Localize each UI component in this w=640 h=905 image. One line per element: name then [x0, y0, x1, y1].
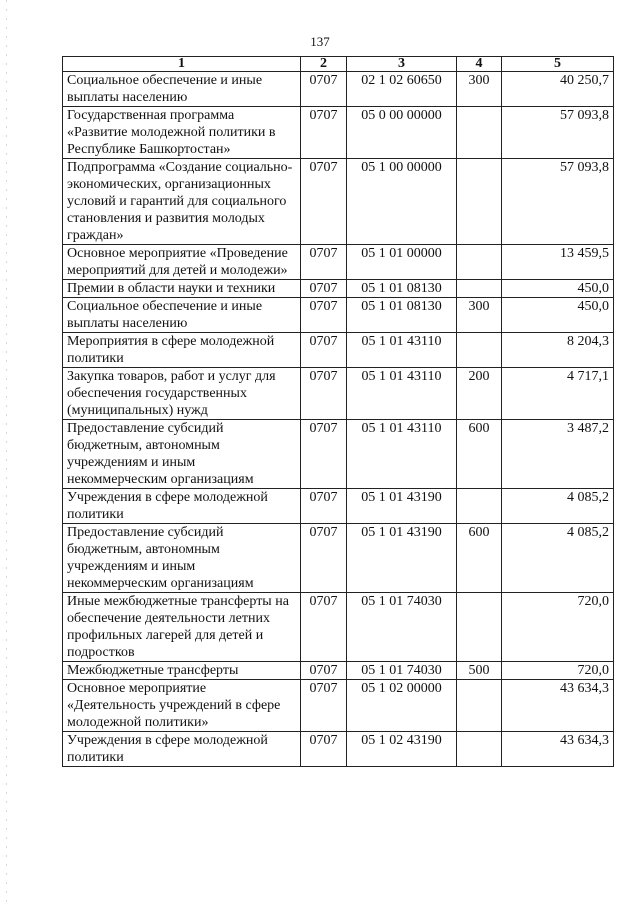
row-name-cell: Предоставление субсидий бюджетным, автономным учреждениям и иным некоммерческим организациям: [63, 420, 301, 489]
row-section-cell: 0707: [301, 280, 347, 298]
row-amount-cell: 8 204,3: [502, 333, 614, 368]
row-section-cell: 0707: [301, 368, 347, 420]
header-col-4: 4: [457, 57, 502, 72]
row-name-cell: Премии в области науки и техники: [63, 280, 301, 298]
row-type-cell: [457, 680, 502, 732]
row-type-cell: [457, 593, 502, 662]
row-section-cell: 0707: [301, 593, 347, 662]
row-name-cell: Мероприятия в сфере молодежной политики: [63, 333, 301, 368]
row-name-cell: Предоставление субсидий бюджетным, автономным учреждениям и иным некоммерческим организациям: [63, 524, 301, 593]
row-type-cell: [457, 489, 502, 524]
row-amount-cell: 4 085,2: [502, 489, 614, 524]
row-code-cell: 05 1 01 43190: [347, 524, 457, 593]
row-section-cell: 0707: [301, 680, 347, 732]
row-type-cell: 300: [457, 72, 502, 107]
row-code-cell: 05 1 01 43110: [347, 420, 457, 489]
row-name-cell: Закупка товаров, работ и услуг для обеспечения государственных (муниципальных) нужд: [63, 368, 301, 420]
row-amount-cell: 720,0: [502, 593, 614, 662]
header-col-2: 2: [301, 57, 347, 72]
row-code-cell: 05 1 01 43190: [347, 489, 457, 524]
row-code-cell: 05 1 01 08130: [347, 298, 457, 333]
row-name-cell: Межбюджетные трансферты: [63, 662, 301, 680]
table-row: [63, 524, 614, 593]
table-header-row: [63, 57, 614, 72]
row-section-cell: 0707: [301, 159, 347, 245]
table-row: [63, 489, 614, 524]
row-name-cell: Основное мероприятие «Деятельность учреждений в сфере молодежной политики»: [63, 680, 301, 732]
row-code-cell: 05 1 01 43110: [347, 368, 457, 420]
budget-table: [62, 56, 614, 767]
table-row: [63, 298, 614, 333]
row-section-cell: 0707: [301, 245, 347, 280]
row-code-cell: 05 1 01 74030: [347, 662, 457, 680]
header-col-3: 3: [347, 57, 457, 72]
row-section-cell: 0707: [301, 420, 347, 489]
row-name-cell: Учреждения в сфере молодежной политики: [63, 489, 301, 524]
row-amount-cell: 720,0: [502, 662, 614, 680]
row-section-cell: 0707: [301, 662, 347, 680]
row-section-cell: 0707: [301, 524, 347, 593]
row-type-cell: 300: [457, 298, 502, 333]
row-amount-cell: 57 093,8: [502, 159, 614, 245]
row-type-cell: [457, 245, 502, 280]
scan-margin-artifact: [6, 0, 7, 905]
row-code-cell: 05 1 01 08130: [347, 280, 457, 298]
row-type-cell: 500: [457, 662, 502, 680]
row-section-cell: 0707: [301, 732, 347, 767]
row-code-cell: 05 1 01 74030: [347, 593, 457, 662]
header-col-1: 1: [63, 57, 301, 72]
table-row: [63, 680, 614, 732]
row-amount-cell: 13 459,5: [502, 245, 614, 280]
table-row: [63, 245, 614, 280]
row-section-cell: 0707: [301, 72, 347, 107]
row-code-cell: 05 0 00 00000: [347, 107, 457, 159]
row-code-cell: 05 1 02 43190: [347, 732, 457, 767]
row-code-cell: 05 1 02 00000: [347, 680, 457, 732]
row-type-cell: 200: [457, 368, 502, 420]
row-amount-cell: 57 093,8: [502, 107, 614, 159]
table-row: [63, 333, 614, 368]
table-row: [63, 420, 614, 489]
row-name-cell: Государственная программа «Развитие молодежной политики в Республике Башкортостан»: [63, 107, 301, 159]
table-row: [63, 280, 614, 298]
row-name-cell: Социальное обеспечение и иные выплаты населению: [63, 72, 301, 107]
row-type-cell: 600: [457, 524, 502, 593]
row-section-cell: 0707: [301, 489, 347, 524]
row-name-cell: Учреждения в сфере молодежной политики: [63, 732, 301, 767]
row-name-cell: Подпрограмма «Создание социально-экономических, организационных условий и гарантий для социального становления и развития молодых граждан»: [63, 159, 301, 245]
row-amount-cell: 43 634,3: [502, 680, 614, 732]
row-amount-cell: 450,0: [502, 298, 614, 333]
row-type-cell: [457, 159, 502, 245]
row-section-cell: 0707: [301, 298, 347, 333]
table-row: [63, 732, 614, 767]
row-amount-cell: 450,0: [502, 280, 614, 298]
row-type-cell: [457, 732, 502, 767]
row-amount-cell: 4 717,1: [502, 368, 614, 420]
table-row: [63, 72, 614, 107]
row-name-cell: Иные межбюджетные трансферты на обеспечение деятельности летних профильных лагерей для детей и подростков: [63, 593, 301, 662]
row-type-cell: [457, 107, 502, 159]
row-amount-cell: 43 634,3: [502, 732, 614, 767]
header-col-5: 5: [502, 57, 614, 72]
row-amount-cell: 4 085,2: [502, 524, 614, 593]
table-row: [63, 107, 614, 159]
row-amount-cell: 40 250,7: [502, 72, 614, 107]
row-type-cell: [457, 280, 502, 298]
row-code-cell: 02 1 02 60650: [347, 72, 457, 107]
table-row: [63, 593, 614, 662]
row-code-cell: 05 1 01 00000: [347, 245, 457, 280]
row-code-cell: 05 1 01 43110: [347, 333, 457, 368]
row-name-cell: Социальное обеспечение и иные выплаты населению: [63, 298, 301, 333]
row-type-cell: [457, 333, 502, 368]
row-section-cell: 0707: [301, 333, 347, 368]
row-section-cell: 0707: [301, 107, 347, 159]
row-type-cell: 600: [457, 420, 502, 489]
page-number: 137: [310, 34, 330, 49]
table-row: [63, 368, 614, 420]
table-row: [63, 662, 614, 680]
row-name-cell: Основное мероприятие «Проведение мероприятий для детей и молодежи»: [63, 245, 301, 280]
table-row: [63, 159, 614, 245]
row-amount-cell: 3 487,2: [502, 420, 614, 489]
row-code-cell: 05 1 00 00000: [347, 159, 457, 245]
